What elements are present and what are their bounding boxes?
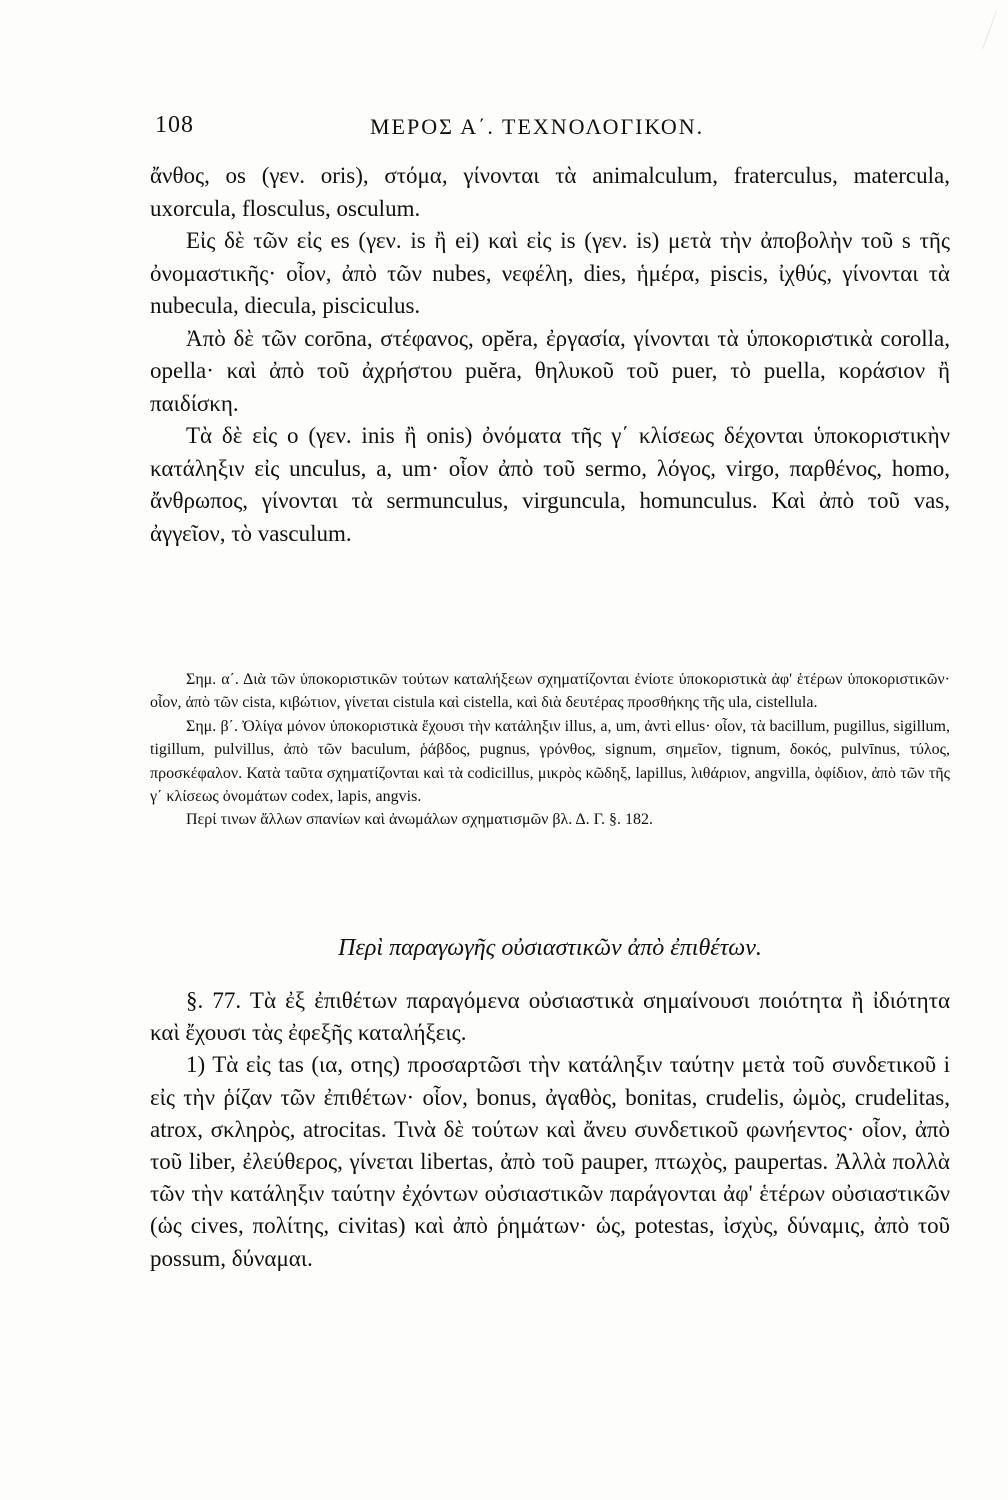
section-heading: Περὶ παραγωγῆς οὐσιαστικῶν ἀπὸ ἐπιθέτων. (338, 935, 762, 961)
paragraph: Εἰς δὲ τῶν εἰς es (γεν. is ἢ ei) καὶ εἰς is (γεν. is) μετὰ τὴν ἀποβολὴν τοῦ s τῆς ὀνομαστικῆς· οἷον, ἀπὸ τῶν nubes, νεφέλη, dies, ἡμέρα, piscis, ἰχθύς, γίνονται τὰ nubecula, diecula, pisciculus. (150, 228, 950, 318)
note: Σημ. β΄. Ὀλίγα μόνον ὑποκοριστικὰ ἔχουσι τὴν κατάληξιν illus, a, um, ἀντὶ ellus· οἷον, τὰ bacillum, pugillus, sigillum, tigillum, pulvillus, ἀπὸ τῶν baculum, ῥάβδος, pugnus, γρόνθος, signum, σημεῖον, tignum, δοκός, pulvīnus, τύλος, προσκέφαλον. Κατὰ ταῦτα σχηματίζονται καὶ τὰ codicillus, μικρὸς κῶδηξ, lapillus, λιθάριον, angvilla, ὀφίδιον, ἀπὸ τῶν τῆς γ΄ κλίσεως ὀνομάτων codex, lapis, angvis. (150, 717, 950, 806)
paragraph: ἄνθος, os (γεν. oris), στόμα, γίνονται τὰ animalculum, fraterculus, matercula, uxorcula, flosculus, osculum. (150, 163, 950, 221)
section-text (150, 985, 950, 1275)
paragraph: Ἀπὸ δὲ τῶν corōna, στέφανος, opĕra, ἐργασία, γίνονται τὰ ὑποκοριστικὰ corolla, opella· καὶ ἀπὸ τοῦ ἀχρήστου puĕra, θηλυκοῦ τοῦ puer, τὸ puella, κοράσιον ἢ παιδίσκη. (150, 325, 950, 416)
paragraph: §. 77. Τὰ ἐξ ἐπιθέτων παραγόμενα οὐσιαστικὰ σημαίνουσι ποιότητα ἢ ἰδιότητα καὶ ἔχουσι τὰς ἐφεξῆς καταλήξεις. (150, 988, 950, 1046)
note: Περί τινων ἄλλων σπανίων καὶ ἀνωμάλων σχηματισμῶν βλ. Δ. Γ. §. 182. (186, 811, 653, 829)
main-text (150, 160, 950, 550)
paragraph: 1) Τὰ εἰς tas (ια, οτης) προσαρτῶσι τὴν κατάληξιν ταύτην μετὰ τοῦ συνδετικοῦ i εἰς τὴν ῥίζαν τῶν ἐπιθέτων· οἷον, bonus, ἀγαθὸς, bonitas, crudelis, ὠμὸς, crudelitas, atrox, σκληρὸς, atrocitas. Τινὰ δὲ τούτων καὶ ἄνευ συνδετικοῦ φωνήεντος· οἷον, ἀπὸ τοῦ liber, ἐλεύθερος, γίνεται libertas, ἀπὸ τοῦ pauper, πτωχὸς, paupertas. Ἀλλὰ πολλὰ τῶν τὴν κατάληξιν ταύτην ἐχόντων οὐσιαστικῶν παράγονται ἀφ' ἑτέρων οὐσιαστικῶν (ὡς cives, πολίτης, civitas) καὶ ἀπὸ ῥημάτων· ὡς, potestas, ἰσχὺς, δύναμις, ἀπὸ τοῦ possum, δύναμαι. (150, 1052, 950, 1271)
page-number: 108 (155, 112, 194, 138)
running-title: ΜΕΡΟΣ Α΄. ΤΕΧΝΟΛΟΓΙΚΟΝ. (370, 114, 705, 139)
footnotes (150, 668, 950, 832)
note: Σημ. α΄. Διὰ τῶν ὑποκοριστικῶν τούτων καταλήξεων σχηματίζονται ἐνίοτε ὑποκοριστικὰ ἀφ' ἑτέρων ὑποκοριστικῶν· οἷον, ἀπὸ τῶν cista, κιβώτιον, γίνεται cistula καὶ cistella, καὶ διὰ δευτέρας προσθήκης τῆς ula, cistellula. (150, 671, 950, 712)
page-mark (982, 11, 997, 49)
paragraph: Τὰ δὲ εἰς o (γεν. inis ἢ onis) ὀνόματα τῆς γ΄ κλίσεως δέχονται ὑποκοριστικὴν κατάληξιν εἰς unculus, a, um· οἷον ἀπὸ τοῦ sermo, λόγος, virgo, παρθένος, homo, ἄνθρωπος, γίνονται τὰ sermunculus, virguncula, homunculus. Καὶ ἀπὸ τοῦ vas, ἀγγεῖον, τὸ vasculum. (150, 423, 950, 546)
page-header (155, 112, 965, 146)
